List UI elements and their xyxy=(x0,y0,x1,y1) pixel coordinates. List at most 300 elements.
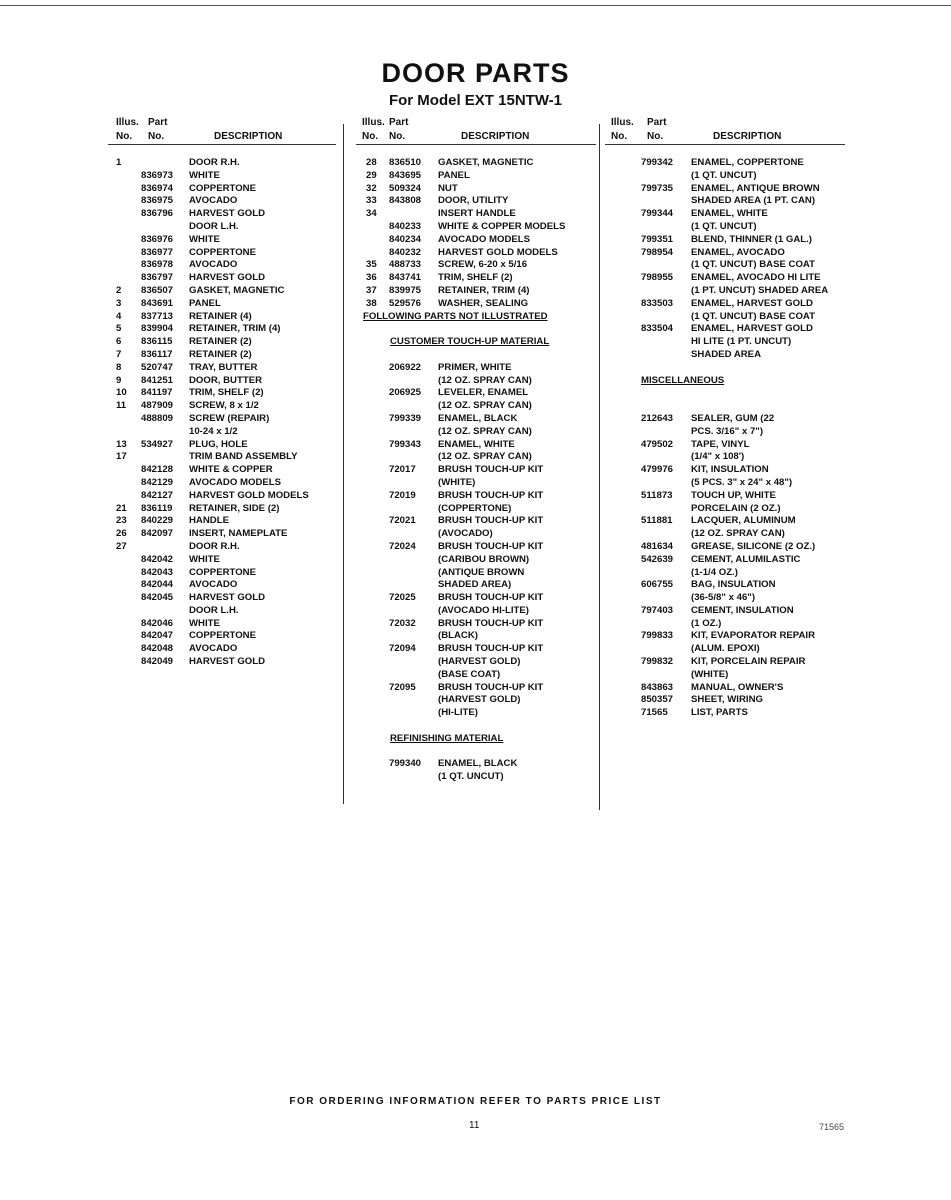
header-part-no: No. xyxy=(148,131,165,142)
part-number: 799340 xyxy=(389,758,422,770)
header-rule xyxy=(356,144,596,145)
part-description: TRIM, SHELF (2) xyxy=(189,387,264,399)
header-illus-no: No. xyxy=(116,131,133,142)
part-number: 836119 xyxy=(141,502,173,514)
part-number: 833503 xyxy=(641,297,674,309)
parts-row xyxy=(605,490,855,503)
part-description: (1 QT. UNCUT) xyxy=(691,220,757,232)
part-description: (WHITE) xyxy=(438,476,476,488)
parts-list xyxy=(108,157,340,669)
parts-row xyxy=(356,528,602,541)
part-number: 479502 xyxy=(641,438,674,450)
parts-column-3 xyxy=(605,114,855,720)
refinishing-list xyxy=(356,758,602,784)
part-description: (HI-LITE) xyxy=(438,707,478,719)
parts-row xyxy=(108,618,340,631)
part-number: 206922 xyxy=(389,361,422,373)
part-description: PORCELAIN (2 OZ.) xyxy=(691,502,781,514)
parts-row xyxy=(108,311,340,324)
part-number: 843695 xyxy=(389,169,422,181)
part-number: 72024 xyxy=(389,540,416,552)
part-description: COPPERTONE xyxy=(189,630,256,642)
part-number: 842048 xyxy=(141,643,174,655)
part-number: 798954 xyxy=(641,246,674,258)
part-number: 509324 xyxy=(389,182,422,194)
page-number: 11 xyxy=(469,1120,480,1131)
part-description: BRUSH TOUCH-UP KIT xyxy=(438,681,544,693)
part-number: 836978 xyxy=(141,259,174,271)
part-number: 479976 xyxy=(641,464,674,476)
parts-row xyxy=(108,451,340,464)
miscellaneous-list xyxy=(605,413,855,720)
parts-row xyxy=(356,579,602,592)
part-description: KIT, EVAPORATOR REPAIR xyxy=(691,630,816,642)
part-number: 840232 xyxy=(389,246,422,258)
part-number: 842042 xyxy=(141,553,174,565)
part-description: SHEET, WIRING xyxy=(691,694,763,706)
parts-row xyxy=(605,515,855,528)
parts-row xyxy=(356,707,602,720)
part-number: 520747 xyxy=(141,361,174,373)
part-description: DOOR, UTILITY xyxy=(438,195,509,207)
part-description: TRAY, BUTTER xyxy=(189,361,258,373)
part-description: HI LITE (1 PT. UNCUT) xyxy=(691,336,792,348)
part-number: 799342 xyxy=(641,157,674,168)
illus-number: 17 xyxy=(116,451,127,463)
parts-row xyxy=(108,554,340,567)
header-illus: Illus. xyxy=(611,117,634,128)
parts-row xyxy=(356,298,602,311)
part-number: 799735 xyxy=(641,182,674,194)
parts-row xyxy=(108,528,340,541)
part-description: BRUSH TOUCH-UP KIT xyxy=(438,515,544,527)
parts-row xyxy=(108,170,340,183)
parts-row xyxy=(356,170,602,183)
parts-row xyxy=(108,195,340,208)
illus-number: 6 xyxy=(116,336,122,348)
part-description: SCREW (REPAIR) xyxy=(189,412,270,424)
part-number: 842045 xyxy=(141,592,174,604)
parts-row xyxy=(605,464,855,477)
parts-row xyxy=(108,247,340,260)
part-description: CEMENT, INSULATION xyxy=(691,604,794,616)
part-description: (1 QT. UNCUT) xyxy=(438,771,504,783)
header-rule xyxy=(108,144,336,145)
part-description: AVOCADO xyxy=(189,259,238,271)
part-number: 839975 xyxy=(389,284,422,296)
parts-row xyxy=(108,439,340,452)
part-description: WHITE xyxy=(189,617,220,629)
part-number: 836977 xyxy=(141,246,174,258)
part-number: 839904 xyxy=(141,323,174,335)
parts-row xyxy=(605,451,855,464)
parts-row xyxy=(108,157,340,170)
part-number: 843808 xyxy=(389,195,422,207)
part-description: PANEL xyxy=(189,297,221,309)
part-description: WASHER, SEALING xyxy=(438,297,529,309)
parts-row xyxy=(356,208,602,221)
header-description: DESCRIPTION xyxy=(461,131,530,142)
part-number: 836973 xyxy=(141,169,174,181)
top-border-line xyxy=(0,5,951,6)
part-description: BRUSH TOUCH-UP KIT xyxy=(438,464,544,476)
part-description: (WHITE) xyxy=(691,668,729,680)
part-description: ENAMEL, COPPERTONE xyxy=(691,157,804,168)
part-number: 837713 xyxy=(141,310,174,322)
column-header xyxy=(605,114,855,144)
part-description: BAG, INSULATION xyxy=(691,579,776,591)
header-rule xyxy=(605,144,845,145)
parts-row xyxy=(108,208,340,221)
illus-number: 8 xyxy=(116,361,122,373)
parts-row xyxy=(605,669,855,682)
parts-row xyxy=(108,605,340,618)
parts-row xyxy=(605,707,855,720)
parts-row xyxy=(605,272,855,285)
part-number: 799351 xyxy=(641,233,674,245)
part-number: 836507 xyxy=(141,284,174,296)
parts-row xyxy=(108,387,340,400)
part-description: TRIM, SHELF (2) xyxy=(438,272,513,284)
part-description: (HARVEST GOLD) xyxy=(438,656,521,668)
parts-row xyxy=(605,183,855,196)
illus-number: 33 xyxy=(366,195,377,207)
part-description: BRUSH TOUCH-UP KIT xyxy=(438,592,544,604)
not-illustrated-heading: FOLLOWING PARTS NOT ILLUSTRATED xyxy=(363,310,548,322)
part-number: 836117 xyxy=(141,348,173,360)
parts-row xyxy=(605,477,855,490)
part-description: (BASE COAT) xyxy=(438,668,501,680)
illus-number: 13 xyxy=(116,438,127,450)
part-description: ENAMEL, WHITE xyxy=(691,208,768,220)
part-description: RETAINER (2) xyxy=(189,348,252,360)
parts-row xyxy=(605,567,855,580)
part-description: ENAMEL, HARVEST GOLD xyxy=(691,297,813,309)
parts-column-1 xyxy=(108,114,340,669)
part-description: NUT xyxy=(438,182,458,194)
part-number: 797403 xyxy=(641,604,674,616)
part-description: (1 QT. UNCUT) xyxy=(691,169,757,181)
part-description: AVOCADO xyxy=(189,195,238,207)
refinishing-heading: REFINISHING MATERIAL xyxy=(390,732,504,744)
parts-row xyxy=(356,682,602,695)
parts-row xyxy=(108,259,340,272)
parts-row xyxy=(605,157,855,170)
part-number: 843863 xyxy=(641,681,674,693)
part-number: 798955 xyxy=(641,272,674,284)
part-description: TOUCH UP, WHITE xyxy=(691,489,776,501)
parts-row xyxy=(605,221,855,234)
parts-row xyxy=(356,618,602,631)
parts-row xyxy=(356,234,602,247)
part-description: LEVELER, ENAMEL xyxy=(438,387,529,399)
parts-row xyxy=(356,656,602,669)
part-number: 842047 xyxy=(141,630,174,642)
part-description: BRUSH TOUCH-UP KIT xyxy=(438,643,544,655)
part-description: (12 OZ. SPRAY CAN) xyxy=(691,528,785,540)
part-description: DOOR, BUTTER xyxy=(189,374,263,386)
parts-row xyxy=(356,503,602,516)
parts-row xyxy=(356,464,602,477)
part-number: 841197 xyxy=(141,387,173,399)
part-number: 72095 xyxy=(389,681,416,693)
part-number: 836510 xyxy=(389,157,422,168)
parts-row xyxy=(108,221,340,234)
part-description: (1-1/4 OZ.) xyxy=(691,566,738,578)
part-description: DOOR L.H. xyxy=(189,604,239,616)
parts-row xyxy=(356,285,602,298)
part-description: (5 PCS. 3" x 24" x 48") xyxy=(691,476,793,488)
part-number: 843741 xyxy=(389,272,422,284)
part-description: (1 PT. UNCUT) SHADED AREA xyxy=(691,284,829,296)
illus-number: 9 xyxy=(116,374,122,386)
part-description: ENAMEL, BLACK xyxy=(438,412,518,424)
part-description: RETAINER (4) xyxy=(189,310,252,322)
part-number: 842129 xyxy=(141,476,174,488)
parts-row xyxy=(356,758,602,771)
part-description: PCS. 3/16" x 7") xyxy=(691,425,764,437)
parts-row xyxy=(605,349,855,362)
touchup-list xyxy=(356,362,602,720)
part-number: 511873 xyxy=(641,489,673,501)
parts-list xyxy=(356,157,602,311)
parts-row xyxy=(605,630,855,643)
parts-row xyxy=(356,515,602,528)
illus-number: 37 xyxy=(366,284,377,296)
part-number: 833504 xyxy=(641,323,674,335)
part-number: 843691 xyxy=(141,297,174,309)
parts-row xyxy=(108,426,340,439)
parts-row xyxy=(356,605,602,618)
part-number: 488809 xyxy=(141,412,174,424)
parts-row xyxy=(356,567,602,580)
part-description: WHITE xyxy=(189,553,220,565)
parts-row xyxy=(356,272,602,285)
page-subtitle: For Model EXT 15NTW-1 xyxy=(388,92,563,109)
part-description: SEALER, GUM (22 xyxy=(691,412,775,424)
part-description: (COPPERTONE) xyxy=(438,502,512,514)
miscellaneous-heading: MISCELLANEOUS xyxy=(641,374,725,386)
part-number: 842049 xyxy=(141,656,174,668)
illus-number: 5 xyxy=(116,323,122,335)
part-number: 840229 xyxy=(141,515,174,527)
part-description: BRUSH TOUCH-UP KIT xyxy=(438,540,544,552)
parts-row xyxy=(605,503,855,516)
header-illus-no: No. xyxy=(611,131,628,142)
column-divider xyxy=(343,124,344,804)
header-illus: Illus. xyxy=(362,117,385,128)
part-description: COPPERTONE xyxy=(189,182,256,194)
part-number: 534927 xyxy=(141,438,174,450)
parts-row xyxy=(356,362,602,375)
part-description: DOOR R.H. xyxy=(189,540,240,552)
part-description: PANEL xyxy=(438,169,470,181)
part-description: RETAINER, TRIM (4) xyxy=(189,323,281,335)
part-description: INSERT, NAMEPLATE xyxy=(189,528,288,540)
part-description: (1 QT. UNCUT) BASE COAT xyxy=(691,310,816,322)
part-number: 72025 xyxy=(389,592,416,604)
header-description: DESCRIPTION xyxy=(214,131,283,142)
illus-number: 11 xyxy=(116,400,127,412)
parts-row xyxy=(605,336,855,349)
part-description: HARVEST GOLD xyxy=(189,656,266,668)
part-description: (BLACK) xyxy=(438,630,478,642)
parts-row xyxy=(605,439,855,452)
part-number: 836797 xyxy=(141,272,174,284)
part-description: (12 OZ. SPRAY CAN) xyxy=(438,400,532,412)
touchup-heading: CUSTOMER TOUCH-UP MATERIAL xyxy=(390,336,550,348)
part-description: KIT, INSULATION xyxy=(691,464,769,476)
parts-row xyxy=(108,400,340,413)
part-description: (36-5/8" x 46") xyxy=(691,592,756,604)
part-description: (12 OZ. SPRAY CAN) xyxy=(438,425,532,437)
parts-row xyxy=(605,285,855,298)
part-description: GASKET, MAGNETIC xyxy=(189,284,285,296)
part-description: (HARVEST GOLD) xyxy=(438,694,521,706)
parts-row xyxy=(108,579,340,592)
part-description: TRIM BAND ASSEMBLY xyxy=(189,451,298,463)
parts-row xyxy=(108,349,340,362)
illus-number: 3 xyxy=(116,297,122,309)
parts-row xyxy=(356,195,602,208)
part-description: HARVEST GOLD MODELS xyxy=(438,246,558,258)
document-number: 71565 xyxy=(819,1122,845,1132)
parts-row xyxy=(605,170,855,183)
parts-row xyxy=(605,694,855,707)
header-illus-no: No. xyxy=(362,131,379,142)
parts-row xyxy=(356,439,602,452)
part-description: (ANTIQUE BROWN xyxy=(438,566,525,578)
parts-row xyxy=(356,490,602,503)
parts-row xyxy=(108,375,340,388)
illus-number: 28 xyxy=(366,157,377,168)
parts-row xyxy=(108,567,340,580)
part-description: (1 OZ.) xyxy=(691,617,722,629)
part-number: 842044 xyxy=(141,579,174,591)
parts-row xyxy=(356,630,602,643)
parts-row xyxy=(356,387,602,400)
parts-row xyxy=(356,477,602,490)
parts-row xyxy=(356,247,602,260)
parts-row xyxy=(356,541,602,554)
parts-row xyxy=(108,490,340,503)
part-number: 799833 xyxy=(641,630,674,642)
part-description: ENAMEL, BLACK xyxy=(438,758,518,770)
parts-column-2 xyxy=(356,114,602,784)
part-description: RETAINER, SIDE (2) xyxy=(189,502,280,514)
part-description: WHITE & COPPER xyxy=(189,464,273,476)
part-description: SHADED AREA) xyxy=(438,579,512,591)
part-description: HARVEST GOLD xyxy=(189,592,266,604)
header-part: Part xyxy=(647,117,667,128)
parts-row xyxy=(605,541,855,554)
part-number: 72017 xyxy=(389,464,416,476)
part-number: 842128 xyxy=(141,464,174,476)
parts-row xyxy=(356,451,602,464)
part-description: HARVEST GOLD MODELS xyxy=(189,489,309,501)
part-description: (AVOCADO HI-LITE) xyxy=(438,604,529,616)
parts-row xyxy=(605,208,855,221)
part-number: 836975 xyxy=(141,195,174,207)
part-description: (1/4" x 108') xyxy=(691,451,745,463)
parts-row xyxy=(605,618,855,631)
part-description: (1 QT. UNCUT) BASE COAT xyxy=(691,259,816,271)
part-description: (ALUM. EPOXI) xyxy=(691,643,760,655)
part-description: AVOCADO MODELS xyxy=(438,233,531,245)
illus-number: 2 xyxy=(116,284,122,296)
part-number: 842046 xyxy=(141,617,174,629)
header-description: DESCRIPTION xyxy=(713,131,782,142)
illus-number: 36 xyxy=(366,272,377,284)
parts-row xyxy=(356,694,602,707)
part-description: BRUSH TOUCH-UP KIT xyxy=(438,617,544,629)
parts-row xyxy=(356,400,602,413)
parts-row xyxy=(605,195,855,208)
parts-row xyxy=(356,554,602,567)
parts-row xyxy=(605,528,855,541)
part-number: 206925 xyxy=(389,387,422,399)
part-number: 72021 xyxy=(389,515,416,527)
parts-row xyxy=(108,336,340,349)
illus-number: 26 xyxy=(116,528,127,540)
parts-row xyxy=(108,592,340,605)
parts-row xyxy=(108,413,340,426)
parts-row xyxy=(356,375,602,388)
part-number: 841251 xyxy=(141,374,174,386)
part-description: 10-24 x 1/2 xyxy=(189,425,238,437)
parts-row xyxy=(605,247,855,260)
parts-row xyxy=(605,592,855,605)
part-description: ENAMEL, AVOCADO HI LITE xyxy=(691,272,821,284)
part-description: ENAMEL, HARVEST GOLD xyxy=(691,323,813,335)
part-description: PRIMER, WHITE xyxy=(438,361,512,373)
illus-number: 23 xyxy=(116,515,127,527)
part-number: 840233 xyxy=(389,220,422,232)
parts-row xyxy=(108,323,340,336)
part-description: MANUAL, OWNER'S xyxy=(691,681,784,693)
part-number: 212643 xyxy=(641,412,674,424)
parts-row xyxy=(356,771,602,784)
illus-number: 27 xyxy=(116,540,127,552)
part-description: HARVEST GOLD xyxy=(189,272,266,284)
part-description: RETAINER (2) xyxy=(189,336,252,348)
parts-row xyxy=(108,183,340,196)
part-number: 542639 xyxy=(641,553,674,565)
parts-row xyxy=(605,554,855,567)
parts-row xyxy=(605,413,855,426)
illus-number: 1 xyxy=(116,157,122,168)
header-part: Part xyxy=(148,117,168,128)
part-number: 836115 xyxy=(141,336,173,348)
part-description: ENAMEL, ANTIQUE BROWN xyxy=(691,182,820,194)
parts-row xyxy=(605,426,855,439)
part-description: COPPERTONE xyxy=(189,566,256,578)
part-description: AVOCADO xyxy=(189,643,238,655)
part-description: (AVOCADO) xyxy=(438,528,493,540)
part-description: TAPE, VINYL xyxy=(691,438,750,450)
part-description: HANDLE xyxy=(189,515,229,527)
parts-row xyxy=(356,221,602,234)
parts-row xyxy=(356,592,602,605)
illus-number: 32 xyxy=(366,182,377,194)
parts-row xyxy=(108,503,340,516)
parts-row xyxy=(356,157,602,170)
parts-row xyxy=(108,630,340,643)
part-number: 836974 xyxy=(141,182,174,194)
part-number: 72094 xyxy=(389,643,416,655)
parts-row xyxy=(356,669,602,682)
part-description: ENAMEL, WHITE xyxy=(438,438,515,450)
